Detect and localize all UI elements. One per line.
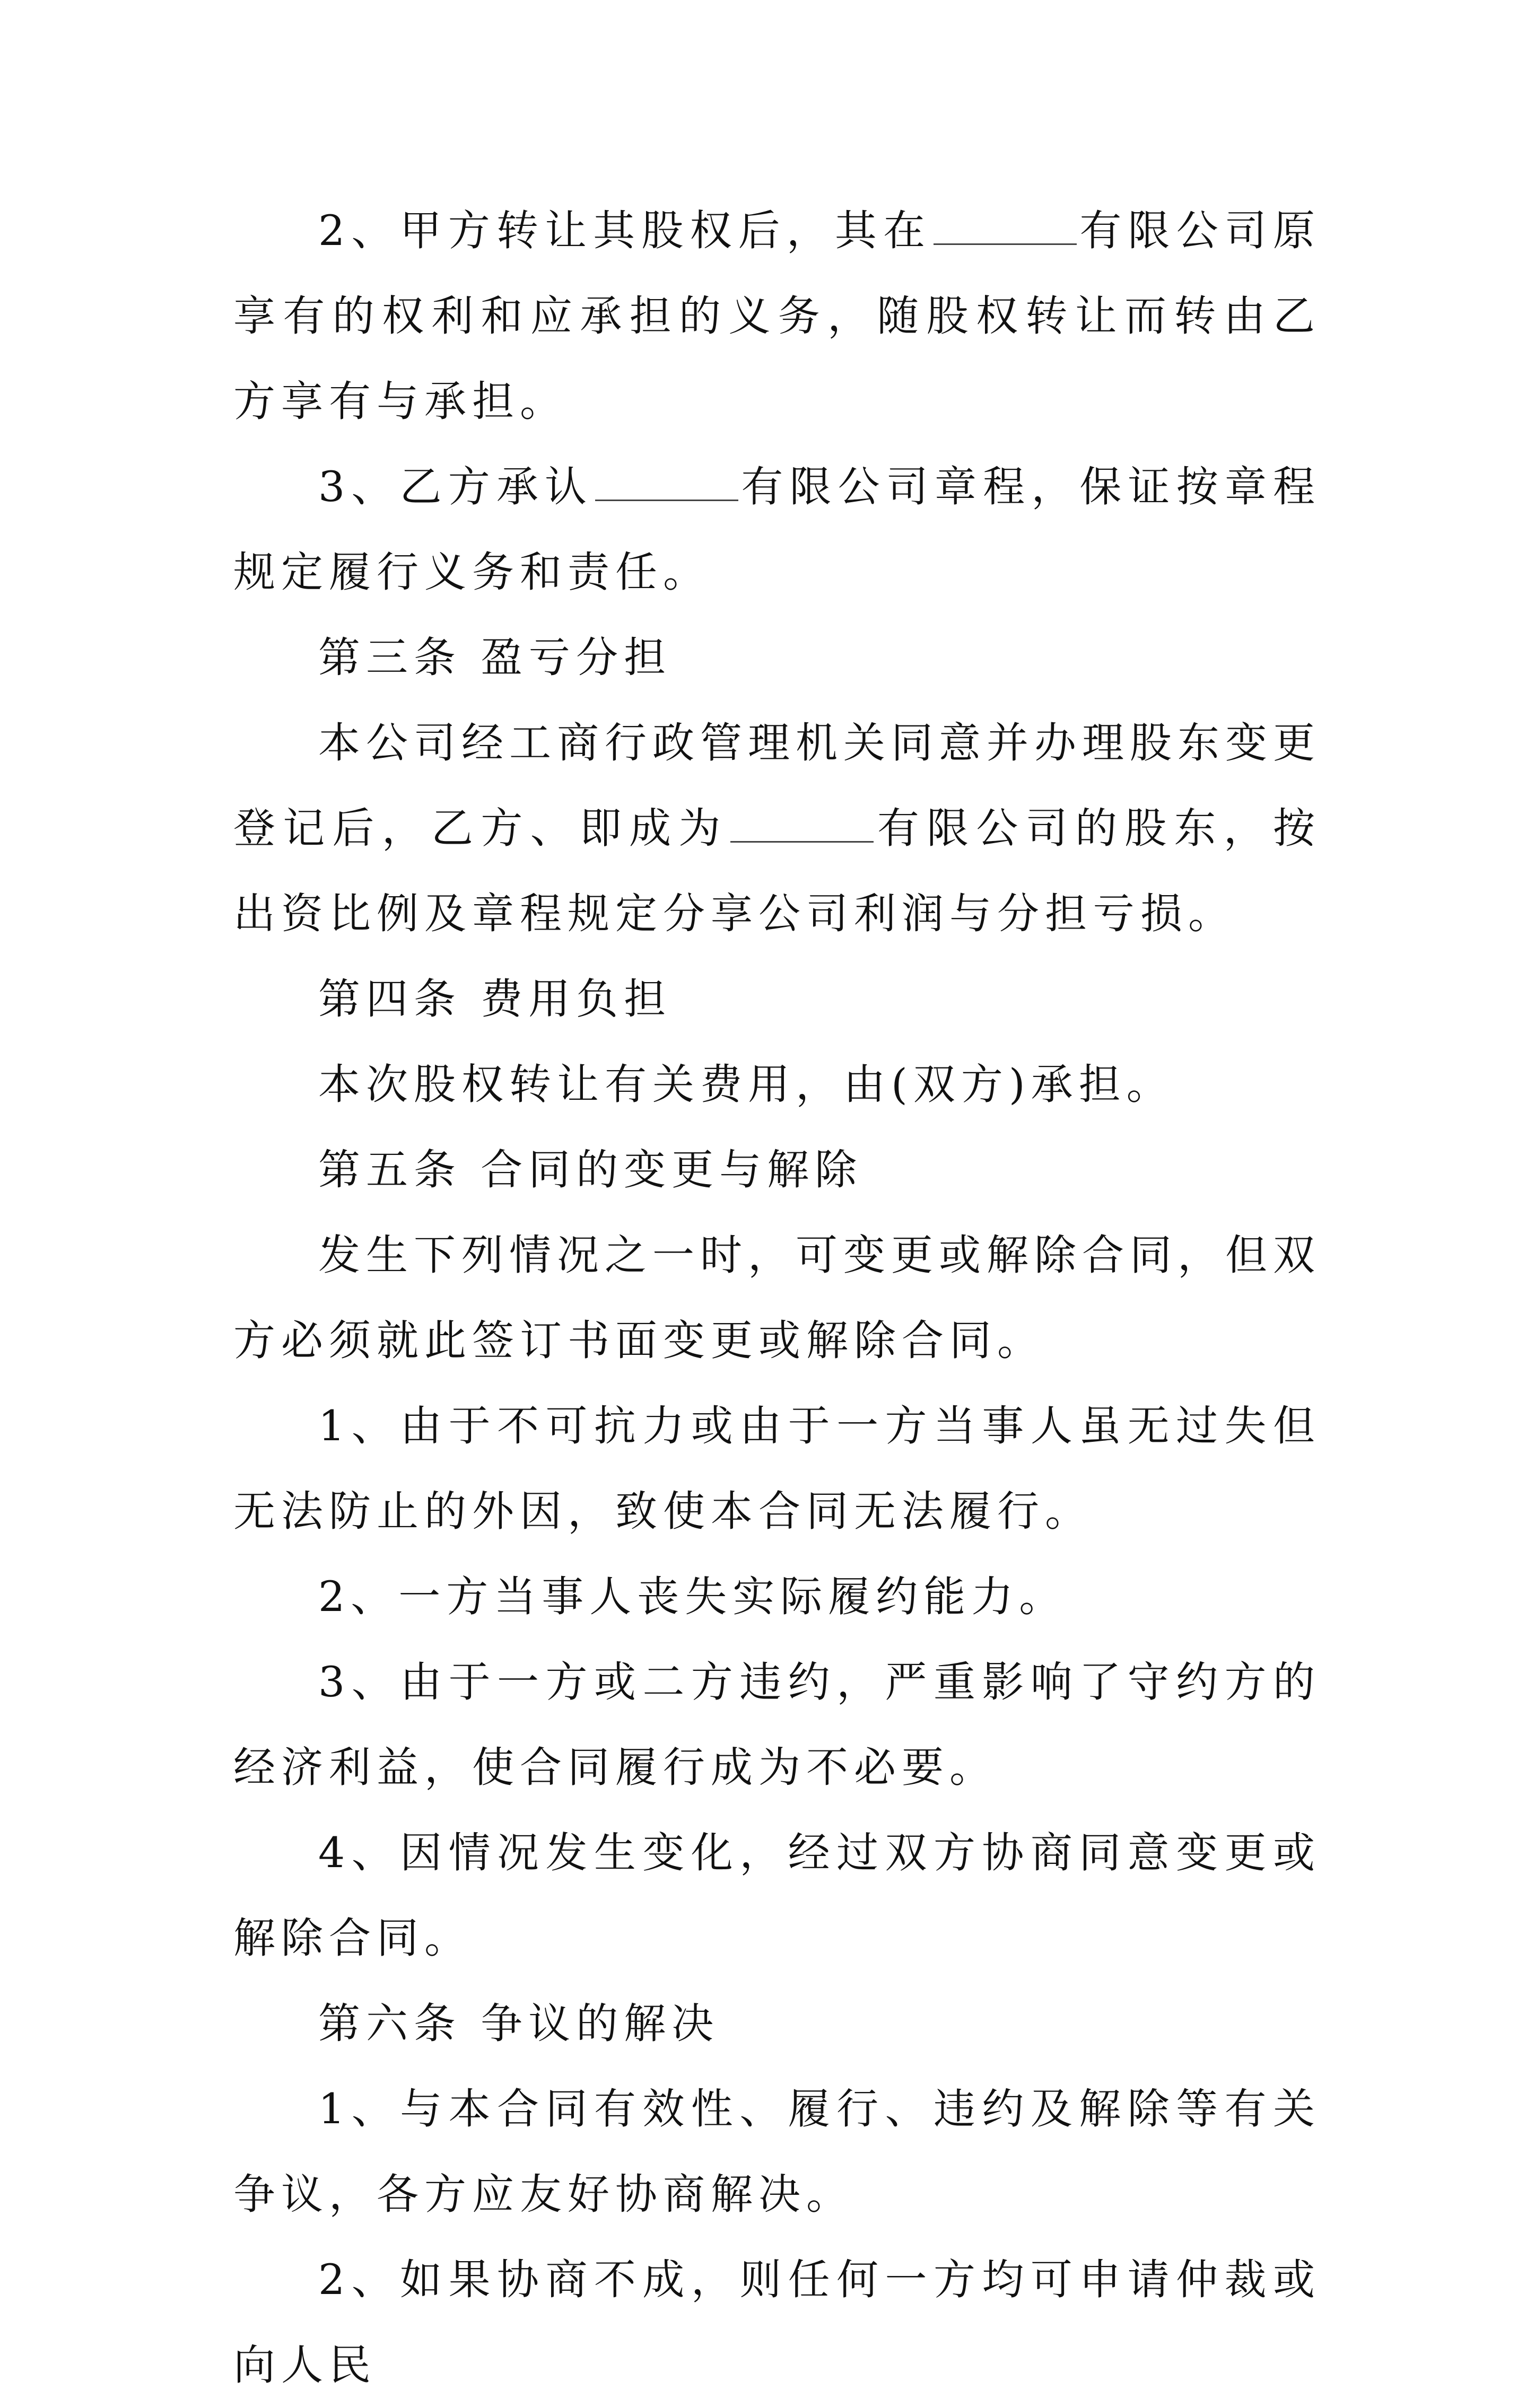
fill-in-blank: [934, 243, 1077, 245]
section-heading-article-5: 第五条 合同的变更与解除: [318, 1145, 863, 1194]
paragraph-profit-loss: [233, 700, 1321, 957]
paragraph-text: 3、乙方承认: [318, 462, 594, 511]
section-heading-article-4: 第四条 费用负担: [318, 975, 672, 1023]
paragraph-dispute-1: 1、与本合同有效性、履行、违约及解除等有关争议，各方应友好协商解决。: [233, 2085, 1321, 2219]
paragraph-clause-2: [233, 188, 1321, 444]
paragraph-text: 有限公司的股东，按出资比例及章程规定分享公司利润与分担亏损。: [233, 804, 1321, 938]
section-heading-article-6: 第六条 争议的解决: [318, 1999, 720, 2048]
paragraph-change-conditions: 发生下列情况之一时，可变更或解除合同，但双方必须就此签订书面变更或解除合同。: [233, 1231, 1321, 1365]
paragraph-item-4: 4、因情况发生变化，经过双方协商同意变更或解除合同。: [233, 1828, 1321, 1963]
section-heading-article-3: 第三条 盈亏分担: [318, 633, 672, 682]
paragraph-text: 有限公司章程，保证按章程规定履行义务和责任。: [233, 462, 1321, 597]
paragraph-text: 有限公司原享有的权利和应承担的义务，随股权转让而转由乙方享有与承担。: [233, 206, 1321, 426]
paragraph-item-1: 1、由于不可抗力或由于一方当事人虽无过失但无法防止的外因，致使本合同无法履行。: [233, 1402, 1321, 1536]
paragraph-text: 2、甲方转让其股权后，其在: [318, 206, 932, 255]
paragraph-clause-3: [233, 444, 1321, 615]
paragraph-item-2: 2、一方当事人丧失实际履约能力。: [318, 1572, 1067, 1621]
paragraph-item-3: 3、由于一方或二方违约，严重影响了守约方的经济利益，使合同履行成为不必要。: [233, 1658, 1321, 1792]
fill-in-blank: [595, 499, 738, 501]
fill-in-blank: [730, 840, 874, 843]
document-body: [233, 188, 1321, 2408]
paragraph-dispute-2: 2、如果协商不成，则任何一方均可申请仲裁或向人民: [233, 2255, 1321, 2389]
paragraph-text: 本公司经工商行政管理机关同意并办理股东变更登记后，乙方、即成为: [233, 719, 1321, 853]
paragraph-fees: 本次股权转让有关费用，由(双方)承担。: [318, 1060, 1174, 1109]
